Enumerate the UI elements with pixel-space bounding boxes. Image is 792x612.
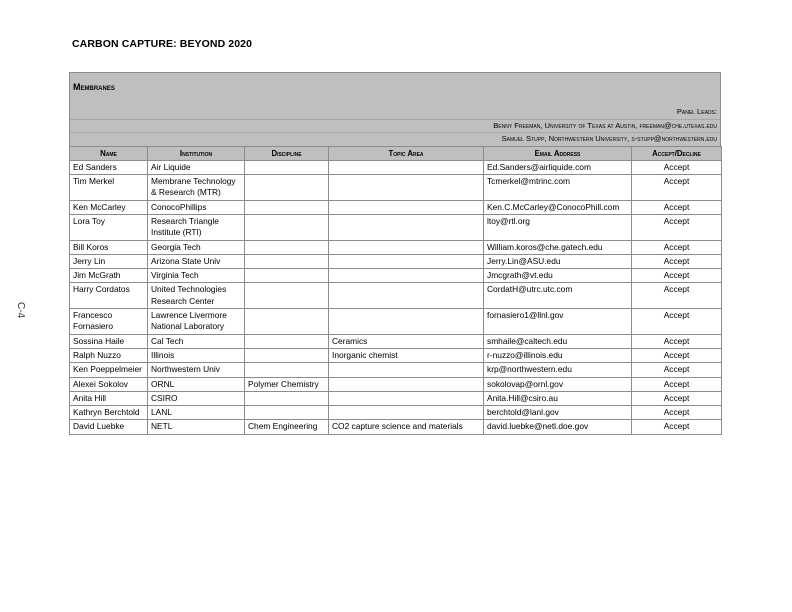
cell-institution: Air Liquide — [148, 160, 245, 174]
document-title: CARBON CAPTURE: BEYOND 2020 — [72, 38, 253, 50]
cell-email: krp@northwestern.edu — [484, 363, 632, 377]
table-row — [70, 363, 722, 377]
cell-institution: Virginia Tech — [148, 269, 245, 283]
cell-name: Harry Cordatos — [70, 283, 148, 309]
cell-name: Tim Merkel — [70, 175, 148, 201]
column-header-institution: Institution — [148, 146, 245, 160]
column-header-discipline: Discipline — [245, 146, 329, 160]
cell-accept-decline: Accept — [632, 214, 722, 240]
cell-institution: Lawrence Livermore National Laboratory — [148, 309, 245, 335]
table-row — [70, 420, 722, 434]
cell-topic-area — [329, 391, 484, 405]
cell-email: r-nuzzo@illinois.edu — [484, 348, 632, 362]
cell-discipline — [245, 254, 329, 268]
table-row — [70, 283, 722, 309]
table-row — [70, 348, 722, 362]
cell-topic-area: Ceramics — [329, 334, 484, 348]
table-row — [70, 391, 722, 405]
cell-topic-area — [329, 254, 484, 268]
cell-topic-area — [329, 214, 484, 240]
cell-discipline — [245, 269, 329, 283]
cell-accept-decline: Accept — [632, 283, 722, 309]
cell-email: Anita.Hill@csiro.au — [484, 391, 632, 405]
table-row — [70, 160, 722, 174]
panel-leads-label: Panel Leads: — [676, 107, 717, 116]
participant-sheet — [69, 72, 721, 435]
cell-name: Lora Toy — [70, 214, 148, 240]
table-row — [70, 334, 722, 348]
table-row — [70, 377, 722, 391]
cell-name: Bill Koros — [70, 240, 148, 254]
cell-topic-area — [329, 240, 484, 254]
cell-name: Ken Poeppelmeier — [70, 363, 148, 377]
cell-institution: Research Triangle Institute (RTI) — [148, 214, 245, 240]
cell-discipline — [245, 406, 329, 420]
page-label: C-4 — [15, 302, 26, 319]
cell-email: ltoy@rtl.org — [484, 214, 632, 240]
cell-email: Jerry.Lin@ASU.edu — [484, 254, 632, 268]
column-header-name: Name — [70, 146, 148, 160]
cell-accept-decline: Accept — [632, 240, 722, 254]
cell-discipline: Polymer Chemistry — [245, 377, 329, 391]
cell-name: Alexei Sokolov — [70, 377, 148, 391]
cell-institution: LANL — [148, 406, 245, 420]
cell-topic-area — [329, 175, 484, 201]
cell-institution: Membrane Technology & Research (MTR) — [148, 175, 245, 201]
cell-discipline — [245, 283, 329, 309]
cell-accept-decline: Accept — [632, 334, 722, 348]
table-row — [70, 200, 722, 214]
column-header-topic-area: Topic Area — [329, 146, 484, 160]
cell-topic-area — [329, 406, 484, 420]
cell-discipline: Chem Engineering — [245, 420, 329, 434]
cell-institution: ConocoPhillips — [148, 200, 245, 214]
cell-discipline — [245, 240, 329, 254]
cell-email: William.koros@che.gatech.edu — [484, 240, 632, 254]
cell-topic-area: Inorganic chemist — [329, 348, 484, 362]
cell-institution: United Technologies Research Center — [148, 283, 245, 309]
cell-accept-decline: Accept — [632, 175, 722, 201]
table-row — [70, 254, 722, 268]
cell-topic-area — [329, 309, 484, 335]
cell-accept-decline: Accept — [632, 254, 722, 268]
cell-accept-decline: Accept — [632, 200, 722, 214]
cell-institution: ORNL — [148, 377, 245, 391]
cell-email: Tcmerkel@mtrinc.com — [484, 175, 632, 201]
table-row — [70, 175, 722, 201]
section-header — [69, 72, 721, 146]
participant-table — [69, 146, 722, 435]
cell-accept-decline: Accept — [632, 269, 722, 283]
cell-institution: Cal Tech — [148, 334, 245, 348]
cell-email: Jmcgrath@vt.edu — [484, 269, 632, 283]
cell-discipline — [245, 200, 329, 214]
cell-name: Ed Sanders — [70, 160, 148, 174]
cell-institution: CSIRO — [148, 391, 245, 405]
cell-discipline — [245, 175, 329, 201]
cell-topic-area — [329, 283, 484, 309]
cell-topic-area — [329, 160, 484, 174]
table-row — [70, 406, 722, 420]
cell-accept-decline: Accept — [632, 348, 722, 362]
cell-topic-area — [329, 377, 484, 391]
table-body — [70, 160, 722, 434]
cell-discipline — [245, 391, 329, 405]
cell-discipline — [245, 160, 329, 174]
cell-name: Anita Hill — [70, 391, 148, 405]
cell-accept-decline: Accept — [632, 420, 722, 434]
cell-name: Francesco Fornasiero — [70, 309, 148, 335]
cell-accept-decline: Accept — [632, 160, 722, 174]
cell-email: fornasiero1@llnl.gov — [484, 309, 632, 335]
cell-name: Ralph Nuzzo — [70, 348, 148, 362]
cell-email: smhaile@caltech.edu — [484, 334, 632, 348]
cell-name: David Luebke — [70, 420, 148, 434]
cell-topic-area — [329, 363, 484, 377]
cell-discipline — [245, 348, 329, 362]
cell-institution: Georgia Tech — [148, 240, 245, 254]
cell-accept-decline: Accept — [632, 309, 722, 335]
cell-topic-area — [329, 269, 484, 283]
table-row — [70, 309, 722, 335]
cell-email: Ed.Sanders@airliquide.com — [484, 160, 632, 174]
cell-accept-decline: Accept — [632, 377, 722, 391]
cell-email: berchtold@lanl.gov — [484, 406, 632, 420]
table-row — [70, 214, 722, 240]
cell-email: CordatH@utrc.utc.com — [484, 283, 632, 309]
cell-institution: Arizona State Univ — [148, 254, 245, 268]
cell-institution: Illinois — [148, 348, 245, 362]
column-header-accept-decline: Accept/Decline — [632, 146, 722, 160]
cell-email: sokolovap@ornl.gov — [484, 377, 632, 391]
column-header-email: Email Address — [484, 146, 632, 160]
table-row — [70, 269, 722, 283]
cell-discipline — [245, 214, 329, 240]
cell-email: Ken.C.McCarley@ConocoPhill.com — [484, 200, 632, 214]
cell-accept-decline: Accept — [632, 391, 722, 405]
cell-name: Kathryn Berchtold — [70, 406, 148, 420]
cell-topic-area — [329, 200, 484, 214]
cell-email: david.luebke@netl.doe.gov — [484, 420, 632, 434]
cell-discipline — [245, 363, 329, 377]
cell-discipline — [245, 334, 329, 348]
cell-institution: Northwestern Univ — [148, 363, 245, 377]
cell-discipline — [245, 309, 329, 335]
cell-name: Sossina Haile — [70, 334, 148, 348]
panel-lead-1: Benny Freeman, University of Texas at Austin, freeman@che.utexas.edu — [70, 119, 720, 133]
table-row — [70, 240, 722, 254]
cell-name: Jerry Lin — [70, 254, 148, 268]
section-title: Membranes — [73, 82, 115, 92]
table-header-row — [70, 146, 722, 160]
cell-accept-decline: Accept — [632, 363, 722, 377]
panel-lead-2: Samuel Stupp, Northwestern University, s-stupp@northwestern.edu — [70, 132, 720, 146]
cell-name: Jim McGrath — [70, 269, 148, 283]
cell-institution: NETL — [148, 420, 245, 434]
cell-accept-decline: Accept — [632, 406, 722, 420]
cell-topic-area: CO2 capture science and materials — [329, 420, 484, 434]
cell-name: Ken McCarley — [70, 200, 148, 214]
